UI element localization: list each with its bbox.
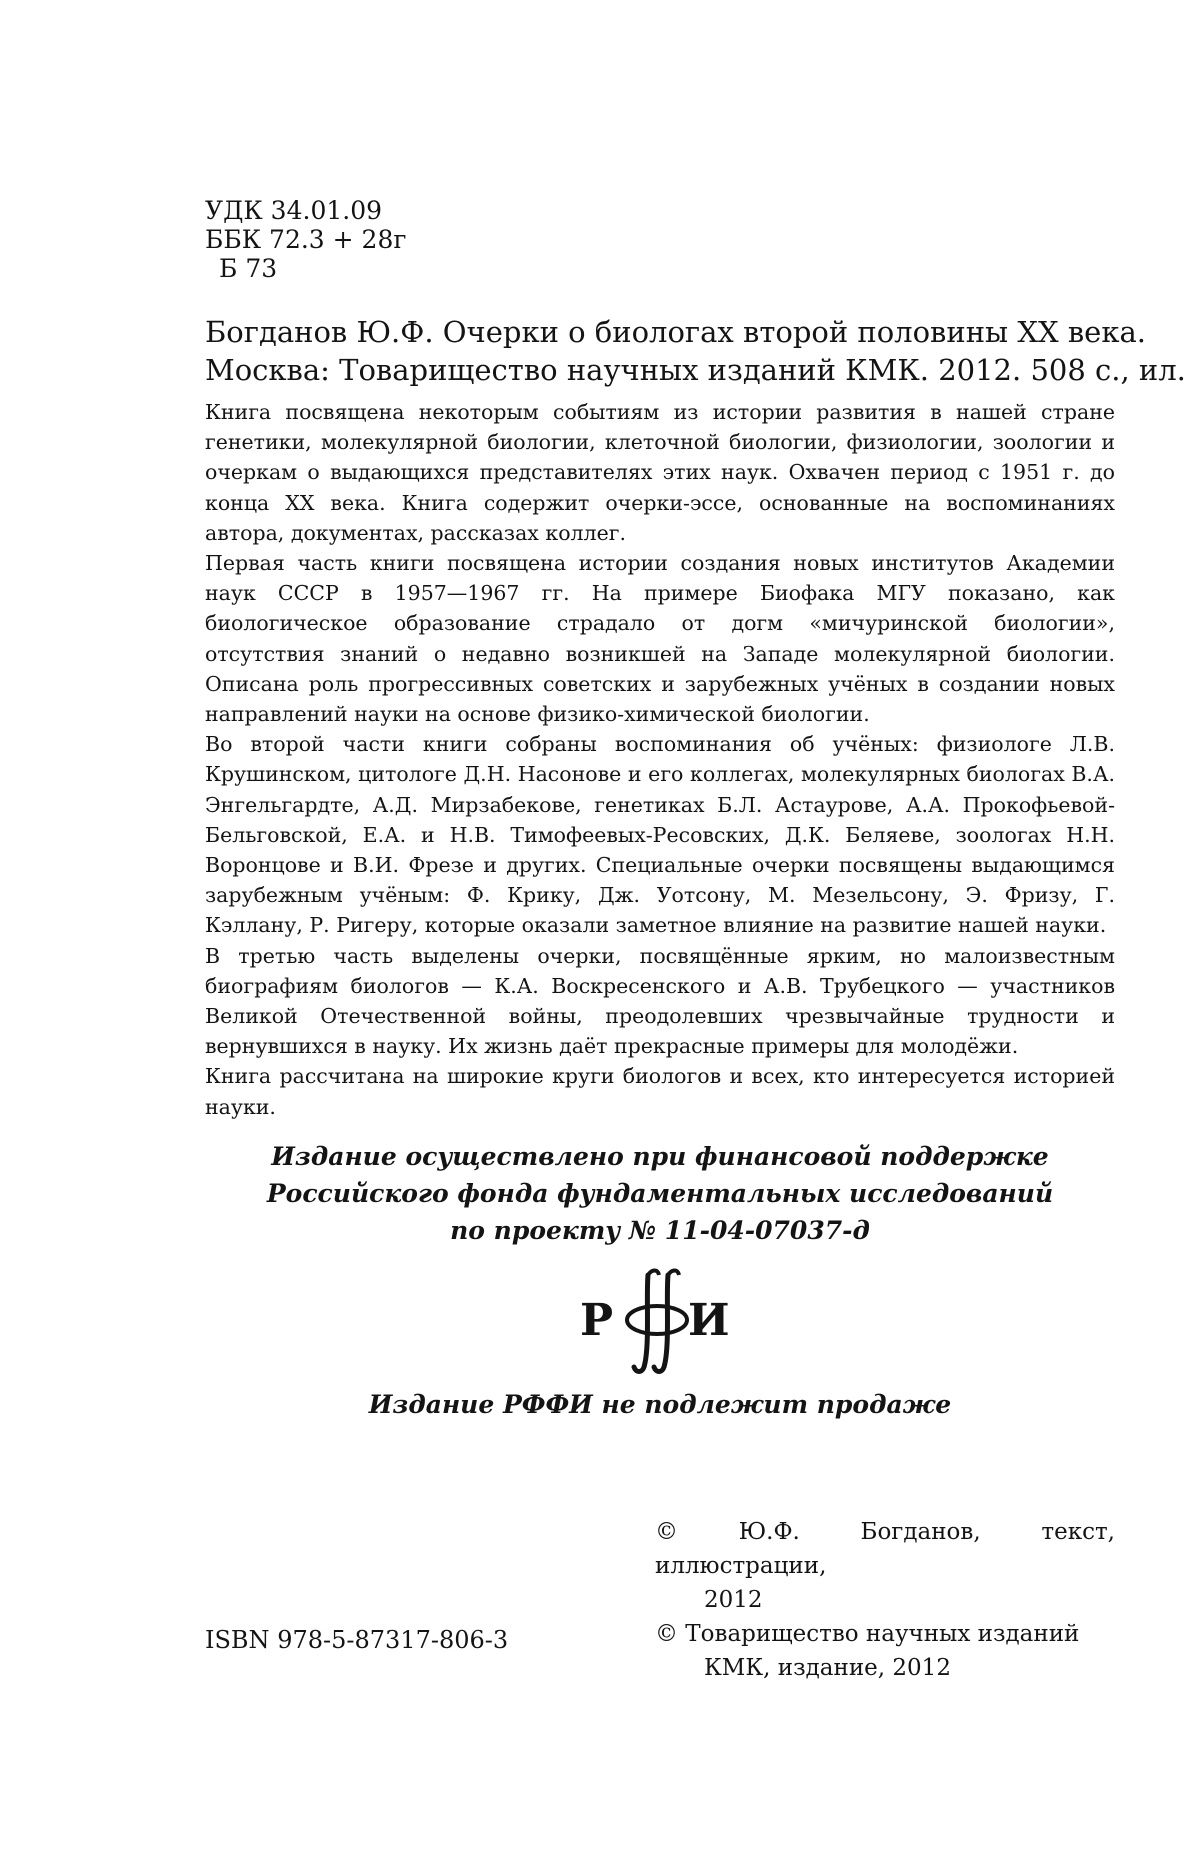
funding-line-1: Издание осуществлено при финансовой поддержке: [271, 1141, 1049, 1171]
bibliographic-line-1: Богданов Ю.Ф. Очерки о биологах второй половины XX века.: [205, 315, 1146, 349]
copyright-publisher-line-2: КМК, издание, 2012: [704, 1655, 951, 1681]
classification-codes: [205, 196, 1115, 283]
abstract-paragraph-4: В третью часть выделены очерки, посвящённые ярким, но малоизвестным биографиям биологов — К.А. Воскресенского и А.В. Трубецкого — участников Великой Отечественной войны, преодолевших чрезвычайные трудности и вернувшихся в науку. Их жизнь даёт прекрасные примеры для молодёжи.: [205, 943, 1115, 1059]
svg-text:Р: Р: [580, 1294, 614, 1346]
copyright-author: [655, 1515, 1115, 1617]
copyright-block: [655, 1515, 1115, 1685]
rffi-logo-icon: [560, 1267, 760, 1377]
abstract: [205, 397, 1115, 1122]
funding-line-3: по проекту № 11-04-07037-д: [450, 1215, 870, 1245]
funding-line-2: Российского фонда фундаментальных исследований: [266, 1178, 1054, 1208]
not-for-sale-notice: Издание РФФИ не подлежит продаже: [368, 1389, 952, 1419]
copyright-publisher-line-1: © Товарищество научных изданий: [655, 1621, 1080, 1647]
imprint-page: [205, 196, 1186, 1421]
copyright-author-line-2: 2012: [704, 1587, 763, 1613]
udk-code: УДК 34.01.09: [205, 196, 383, 225]
bbk-code: ББК 72.3 + 28г: [205, 225, 407, 254]
abstract-paragraph-3: Во второй части книги собраны воспоминания об учёных: физиологе Л.В. Крушинском, цитологе Д.Н. Насонове и его коллегах, молекулярных биологах В.А. Энгельгардте, А.Д. Мирзабекове, генетиках Б.Л. Астаурове, А.А. Прокофьевой-Бельговской, Е.А. и Н.В. Тимофеевых-Ресовских, Д.К. Беляеве, зоологах Н.Н. Воронцове и В.И. Фрезе и других. Специальные очерки посвящены выдающимся зарубежным учёным: Ф. Крику, Дж. Уотсону, М. Мезельсону, Э. Фризу, Г. Кэллану, Р. Ригеру, которые оказали заметное влияние на развитие нашей науки.: [205, 732, 1115, 938]
copyright-publisher: [655, 1617, 1115, 1685]
bibliographic-record: [205, 313, 1186, 389]
bibliographic-line-2: Москва: Товарищество научных изданий КМК. 2012. 508 с., ил.: [205, 353, 1186, 387]
isbn: ISBN 978-5-87317-806-3: [205, 1626, 509, 1654]
funding-notice: [205, 1138, 1115, 1249]
author-mark: Б 73: [219, 254, 278, 283]
svg-text:И: И: [688, 1294, 730, 1346]
rffi-logo: [205, 1267, 1115, 1377]
abstract-paragraph-2: Первая часть книги посвящена истории создания новых институтов Академии наук СССР в 1957—1967 гг. На примере Биофака МГУ показано, как биологическое образование страдало от догм «мичуринской биологии», отсутствия знаний о недавно возникшей на Западе молекулярной биологии. Описана роль прогрессивных советских и зарубежных учёных в создании новых направлений науки на основе физико-химической биологии.: [205, 551, 1115, 727]
abstract-paragraph-5: Книга рассчитана на широкие круги биологов и всех, кто интересуется историей науки.: [205, 1064, 1115, 1119]
abstract-paragraph-1: Книга посвящена некоторым событиям из истории развития в нашей стране генетики, молекулярной биологии, клеточной биологии, физиологии, зоологии и очеркам о выдающихся представителях этих наук. Охвачен период с 1951 г. до конца XX века. Книга содержит очерки-эссе, основанные на воспоминаниях автора, документах, рассказах коллег.: [205, 400, 1115, 545]
copyright-author-line-1: © Ю.Ф. Богданов, текст, иллюстрации,: [655, 1519, 1115, 1579]
imprint-footer: [205, 1515, 1115, 1681]
